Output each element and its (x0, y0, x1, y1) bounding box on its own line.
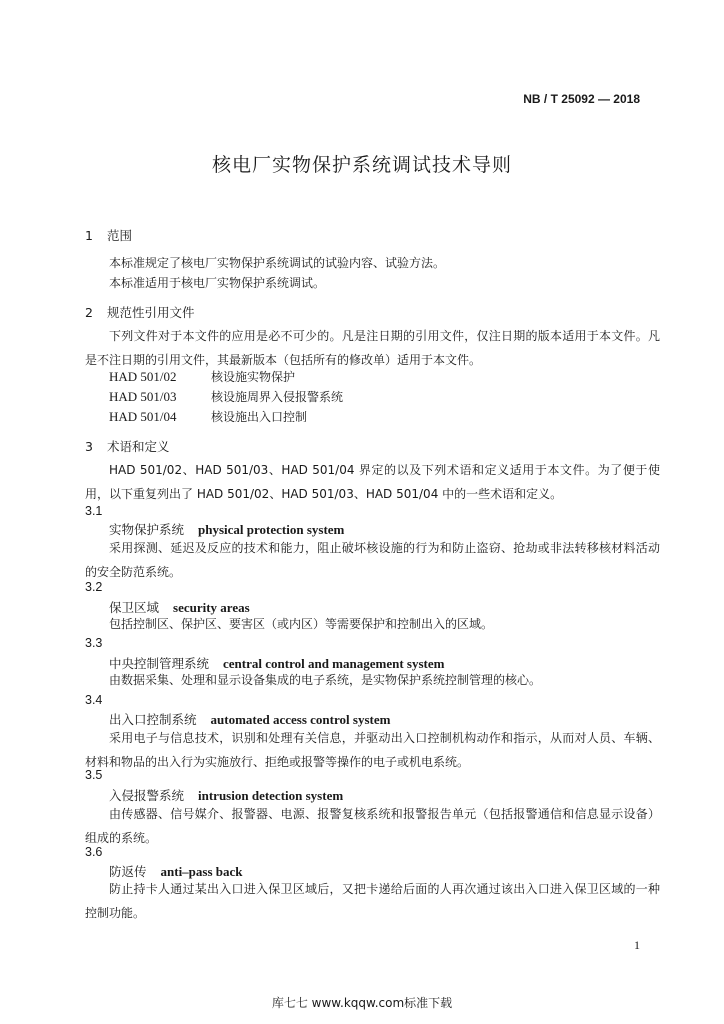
term-chinese: 出入口控制系统 (109, 712, 197, 727)
term-chinese: 入侵报警系统 (109, 788, 185, 803)
section-2-heading (85, 303, 195, 321)
section-number: 1 (85, 228, 93, 243)
term-english: security areas (173, 600, 250, 615)
footer-watermark: 库七七 www.kqqw.com标准下载 (271, 996, 453, 1010)
clause-number: 3.5 (85, 768, 103, 782)
term-english: anti–pass back (160, 864, 243, 879)
term-chinese: 中央控制管理系统 (109, 656, 210, 671)
section-1-heading (85, 226, 132, 244)
term-definition: 包括控制区、保护区、要害区（或内区）等需要保护和控制出入的区域。 (109, 617, 494, 631)
page-number: 1 (634, 938, 640, 952)
reference-code: HAD 501/02 (109, 369, 177, 384)
term-chinese: 实物保护系统 (109, 522, 185, 537)
section-number: 2 (85, 305, 93, 320)
scope-line-1: 本标准规定了核电厂实物保护系统调试的试验内容、试验方法。 (109, 256, 446, 270)
section-3-heading (85, 437, 170, 455)
reference-item (109, 368, 295, 385)
reference-title: 核设施周界入侵报警系统 (211, 390, 344, 404)
term-english: intrusion detection system (198, 788, 344, 803)
term-chinese: 防返传 (109, 864, 147, 879)
section-title: 范围 (107, 228, 133, 243)
reference-item (109, 388, 343, 405)
clause-number: 3.3 (85, 636, 103, 650)
term-definition: 采用电子与信息技术，识别和处理有关信息，并驱动出入口控制机构动作和指示，从而对人员、车辆、材料和物品的出入行为实施放行、拒绝或报警等操作的电子或机电系统。 (85, 731, 660, 769)
clause-number: 3.2 (85, 580, 103, 594)
term-definition: 由传感器、信号媒介、报警器、电源、报警复核系统和报警报告单元（包括报警通信和信息显示设备）组成的系统。 (85, 807, 660, 845)
scope-line-2: 本标准适用于核电厂实物保护系统调试。 (109, 276, 326, 290)
reference-title: 核设施实物保护 (211, 370, 296, 384)
reference-code: HAD 501/04 (109, 409, 177, 424)
term-english: central control and management system (223, 656, 445, 671)
reference-title: 核设施出入口控制 (211, 410, 308, 424)
term-chinese: 保卫区域 (109, 600, 160, 615)
term-english: physical protection system (198, 522, 345, 537)
section-title: 术语和定义 (107, 439, 170, 454)
section-title: 规范性引用文件 (107, 305, 195, 320)
clause-number: 3.6 (85, 845, 103, 859)
document-title: 核电厂实物保护系统调试技术导则 (211, 154, 512, 176)
reference-code: HAD 501/03 (109, 389, 177, 404)
clause-number: 3.4 (85, 693, 103, 707)
reference-item (109, 408, 307, 425)
section-number: 3 (85, 439, 93, 454)
term-english: automated access control system (210, 712, 391, 727)
terms-intro-paragraph: HAD 501/02、HAD 501/03、HAD 501/04 界定的以及下列术语和定义适用于本文件。为了便于使用，以下重复列出了 HAD 501/02、HAD 501/03、HAD 501/04 中的一些术语和定义。 (85, 463, 660, 501)
clause-number: 3.1 (85, 504, 103, 518)
normative-references-paragraph: 下列文件对于本文件的应用是必不可少的。凡是注日期的引用文件，仅注日期的版本适用于本文件。凡是不注日期的引用文件，其最新版本（包括所有的修改单）适用于本文件。 (85, 329, 660, 367)
term-definition: 采用探测、延迟及反应的技术和能力，阻止破坏核设施的行为和防止盗窃、抢劫或非法转移核材料活动的安全防范系统。 (85, 541, 660, 579)
term-definition: 防止持卡人通过某出入口进入保卫区域后，又把卡递给后面的人再次通过该出入口进入保卫区域的一种控制功能。 (85, 882, 660, 920)
term-definition: 由数据采集、处理和显示设备集成的电子系统，是实物保护系统控制管理的核心。 (109, 673, 542, 687)
standard-code: NB / T 25092 — 2018 (523, 92, 640, 106)
